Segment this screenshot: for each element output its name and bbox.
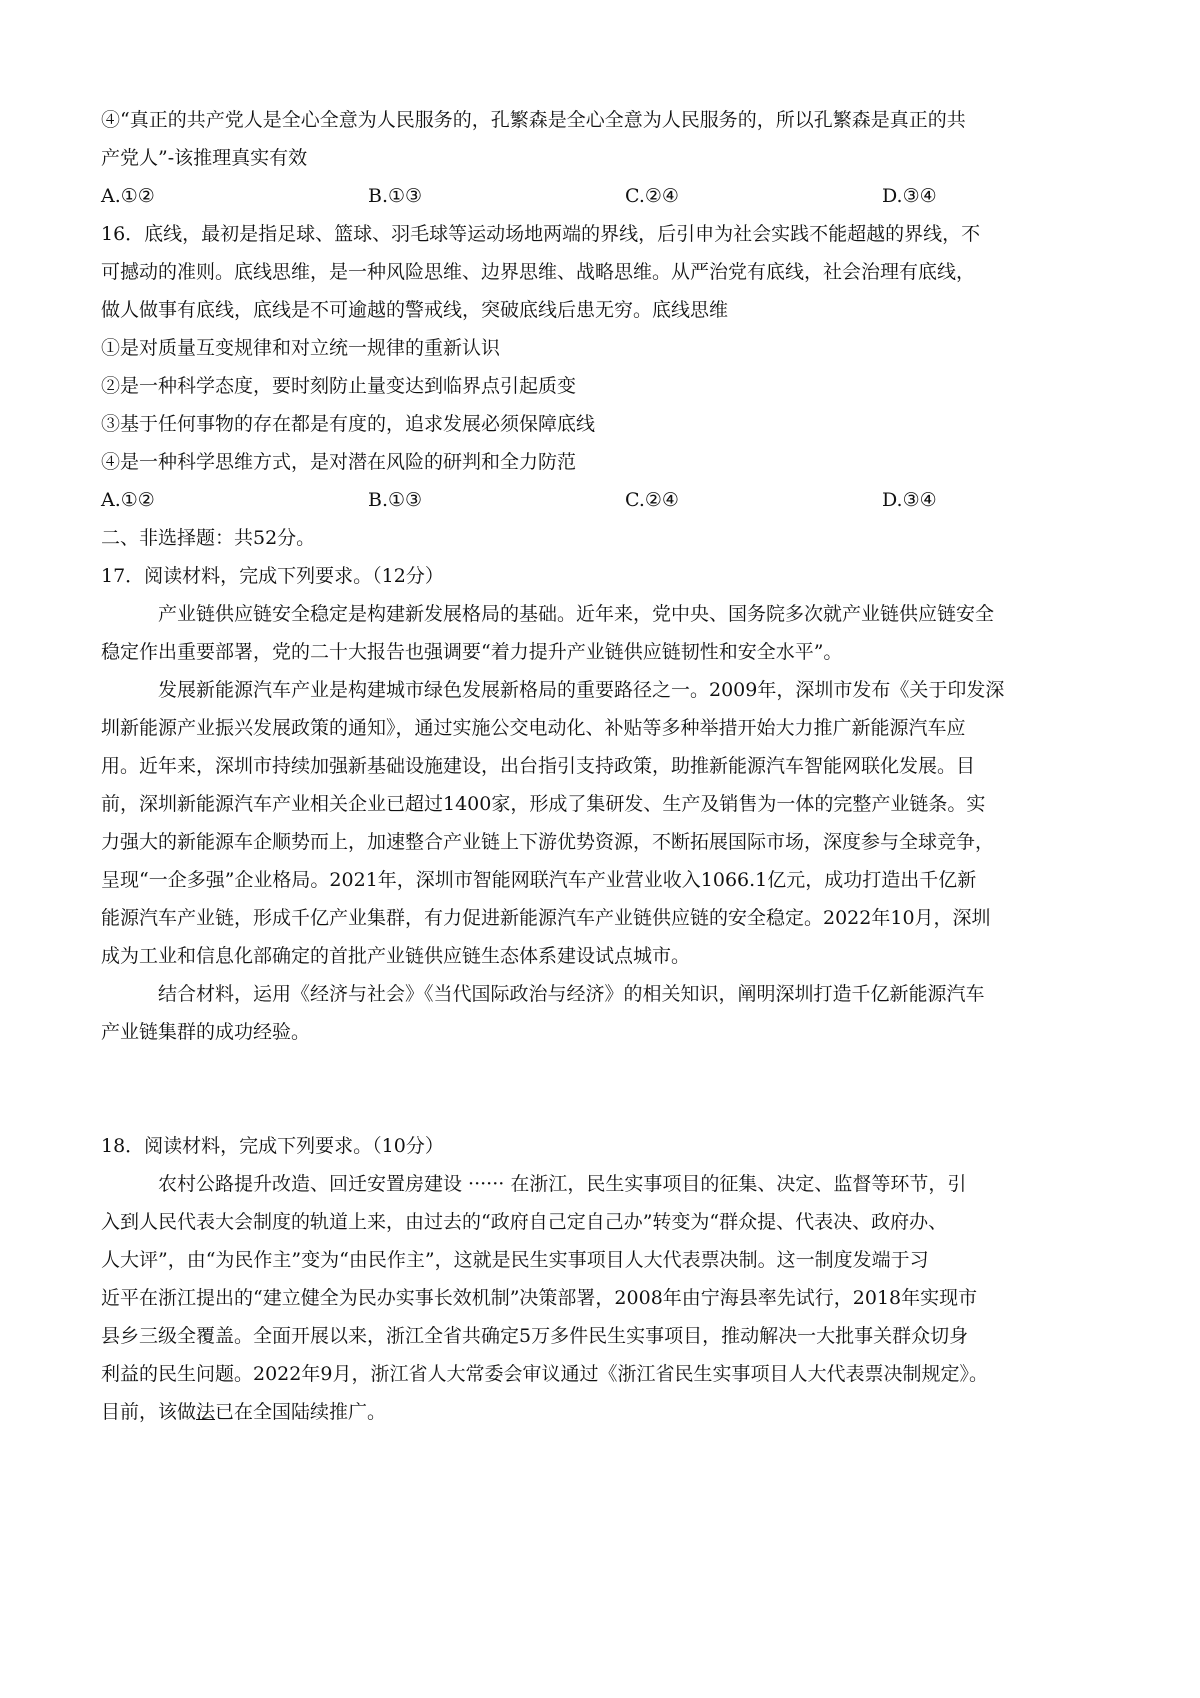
q17-task-line2: 产业链集群的成功经验。	[101, 1021, 311, 1043]
q16-item4: ④是一种科学思维方式，是对潜在风险的研判和全力防范	[101, 451, 577, 473]
q15-item4-line1: ④“真正的共产党人是全心全意为人民服务的，孔繁森是全心全意为人民服务的，所以孔繁森是真正的共	[101, 109, 966, 131]
q16-stem-line2: 可撼动的准则。底线思维，是一种风险思维、边界思维、战略思维。从严治党有底线，社会治理有底线，	[101, 261, 976, 283]
q15-option-a[interactable]: A.①②	[101, 185, 155, 207]
q18-para1-line5: 县乡三级全覆盖。全面开展以来，浙江全省共确定5万多件民生实事项目，推动解决一大批事关群众切身	[101, 1325, 969, 1347]
q16-stem-line3: 做人做事有底线，底线是不可逾越的警戒线，突破底线后患无穷。底线思维	[101, 299, 729, 321]
q17-stem: 17．阅读材料，完成下列要求。（12分）	[101, 565, 444, 587]
q18-underlined-char: 法	[196, 1401, 216, 1423]
q16-option-d[interactable]: D.③④	[882, 489, 937, 511]
q17-para2-line2: 圳新能源产业振兴发展政策的通知》，通过实施公交电动化、补贴等多种举措开始大力推广新能源汽车应	[101, 717, 966, 739]
q17-para2-line5: 力强大的新能源车企顺势而上，加速整合产业链上下游优势资源，不断拓展国际市场，深度参与全球竞争，	[101, 831, 995, 853]
q17-para2-line8: 成为工业和信息化部确定的首批产业链供应链生态体系建设试点城市。	[101, 945, 691, 967]
q15-option-b[interactable]: B.①③	[368, 185, 423, 207]
q15-item4-line2: 产党人”-该推理真实有效	[101, 147, 308, 169]
q18-stem: 18．阅读材料，完成下列要求。（10分）	[101, 1135, 444, 1157]
q16-option-a[interactable]: A.①②	[101, 489, 155, 511]
q17-para1-line2: 稳定作出重要部署，党的二十大报告也强调要“着力提升产业链供应链韧性和安全水平”。	[101, 641, 843, 663]
q16-option-b[interactable]: B.①③	[368, 489, 423, 511]
q18-para1-line4: 近平在浙江提出的“建立健全为民办实事长效机制”决策部署，2008年由宁海县率先试行，2018年实现市	[101, 1287, 978, 1309]
q16-item1: ①是对质量互变规律和对立统一规律的重新认识	[101, 337, 501, 359]
q17-para2-line4: 前，深圳新能源汽车产业相关企业已超过1400家，形成了集研发、生产及销售为一体的完整产业链条。实	[101, 793, 986, 815]
q17-task-line1: 结合材料，运用《经济与社会》《当代国际政治与经济》的相关知识，阐明深圳打造千亿新能源汽车	[158, 983, 985, 1005]
q18-para1-line2: 入到人民代表大会制度的轨道上来，由过去的“政府自己定自己办”转变为“群众提、代表决、政府办、	[101, 1211, 948, 1233]
q17-para2-line1: 发展新能源汽车产业是构建城市绿色发展新格局的重要路径之一。2009年，深圳市发布《关于印发深	[158, 679, 1005, 701]
q17-para2-line7: 能源汽车产业链，形成千亿产业集群，有力促进新能源汽车产业链供应链的安全稳定。2022年10月，深圳	[101, 907, 991, 929]
q16-item3: ③基于任何事物的存在都是有度的，追求发展必须保障底线	[101, 413, 596, 435]
q17-para2-line3: 用。近年来，深圳市持续加强新基础设施建设，出台指引支持政策，助推新能源汽车智能网联化发展。目	[101, 755, 976, 777]
q16-option-c[interactable]: C.②④	[625, 489, 679, 511]
q15-option-c[interactable]: C.②④	[625, 185, 679, 207]
q16-stem-line1: 16．底线，最初是指足球、篮球、羽毛球等运动场地两端的界线，后引申为社会实践不能超越的界线，不	[101, 223, 981, 245]
q16-item2: ②是一种科学态度，要时刻防止量变达到临界点引起质变	[101, 375, 577, 397]
q17-para1-line1: 产业链供应链安全稳定是构建新发展格局的基础。近年来，党中央、国务院多次就产业链供应链安全	[158, 603, 995, 625]
q18-para1-line7	[101, 1398, 386, 1426]
q18-para1-line1: 农村公路提升改造、回迁安置房建设 ······ 在浙江，民生实事项目的征集、决定、监督等环节，引	[158, 1173, 967, 1195]
q18-para1-line6: 利益的民生问题。2022年9月，浙江省人大常委会审议通过《浙江省民生实事项目人大代表票决制规定》。	[101, 1363, 988, 1385]
q15-option-d[interactable]: D.③④	[882, 185, 937, 207]
section-heading: 二、非选择题：共52分。	[101, 527, 316, 549]
q18-last-line-end: 已在全国陆续推广。	[215, 1401, 387, 1423]
q18-last-line-start: 目前，该做	[101, 1401, 197, 1423]
q18-para1-line3: 人大评”，由“为民作主”变为“由民作主”，这就是民生实事项目人大代表票决制。这一制度发端于习	[101, 1249, 929, 1271]
q17-para2-line6: 呈现“一企多强”企业格局。2021年，深圳市智能网联汽车产业营业收入1066.1亿元，成功打造出千亿新	[101, 869, 977, 891]
